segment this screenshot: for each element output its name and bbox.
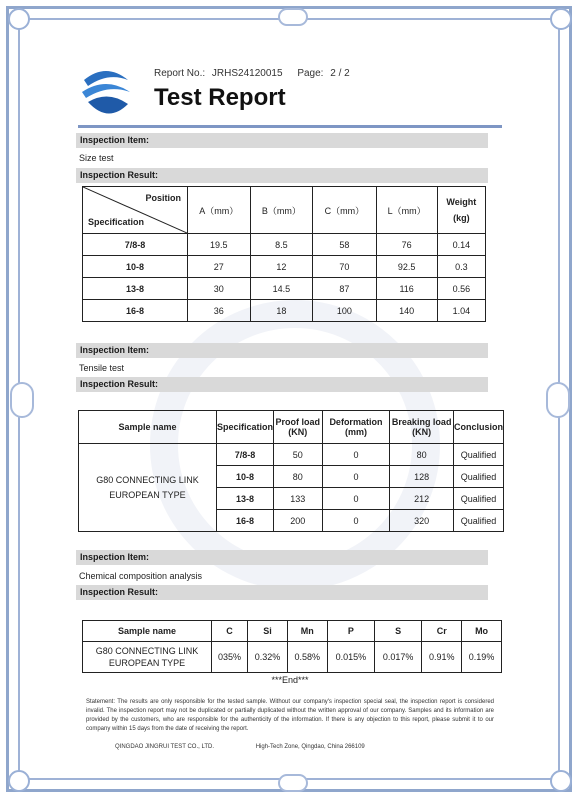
table-row (83, 642, 502, 673)
page-number: 2 / 2 (330, 68, 350, 79)
table-row (83, 278, 486, 300)
row-spec: 16-8 (216, 510, 273, 532)
section-inspection-result: Inspection Result: (76, 585, 488, 600)
row-spec: 13-8 (83, 278, 188, 300)
column-header: C（mm） (313, 187, 376, 234)
cell: 035% (212, 642, 248, 673)
cell: Qualified (453, 444, 503, 466)
row-spec: 13-8 (216, 488, 273, 510)
column-header: Breaking load (KN) (390, 411, 454, 444)
corner-ornament (8, 770, 30, 792)
table-row (83, 256, 486, 278)
cell: 12 (250, 256, 313, 278)
cell: 0.015% (327, 642, 374, 673)
column-header: Deformation (mm) (322, 411, 390, 444)
corner-position-label: Position (145, 193, 181, 203)
cell: 0 (322, 466, 390, 488)
cell: 0.017% (375, 642, 422, 673)
row-spec: 10-8 (216, 466, 273, 488)
column-header: C (212, 621, 248, 642)
cell: 87 (313, 278, 376, 300)
statement-text: Statement: The results are only responsible for the tested sample. Without our company's inspection special seal, the inspection report is considered invalid. The inspection report may not be duplicated or partially duplicated without the written approval of our company. Samples and its information are provided by the customers, who are responsible for the authenticity of the information. If there is any objection to this report, please submit it to our company within 15 days from the date of receiving the report. (86, 699, 494, 732)
cell: 50 (273, 444, 322, 466)
sample-name-cell: G80 CONNECTING LINK EUROPEAN TYPE (79, 444, 217, 532)
cell: 0.58% (287, 642, 327, 673)
report-no-label: Report No.: (154, 68, 206, 79)
column-header: P (327, 621, 374, 642)
column-header: Sample name (83, 621, 212, 642)
column-header: S (375, 621, 422, 642)
column-header: Conclusion (453, 411, 503, 444)
footer-company: QINGDAO JINGRUI TEST CO., LTD. (115, 744, 215, 750)
column-header-weight (437, 187, 485, 234)
weight-header-line2: (kg) (453, 213, 470, 223)
row-spec: 7/8-8 (83, 234, 188, 256)
report-no: JRHS24120015 (211, 68, 283, 79)
cell: 212 (390, 488, 454, 510)
column-header: Sample name (79, 411, 217, 444)
side-ornament (278, 774, 308, 792)
cell: 200 (273, 510, 322, 532)
chemical-composition-table (82, 620, 502, 673)
cell: 58 (313, 234, 376, 256)
cell: Qualified (453, 488, 503, 510)
section-inspection-result: Inspection Result: (76, 377, 488, 392)
column-header: Mo (462, 621, 502, 642)
cell: 80 (273, 466, 322, 488)
column-header: Si (248, 621, 288, 642)
table-corner-header (83, 187, 188, 234)
column-header: Proof load (KN) (273, 411, 322, 444)
cell: 140 (376, 300, 437, 322)
column-header: Cr (422, 621, 462, 642)
row-spec: 16-8 (83, 300, 188, 322)
cell: 0.3 (437, 256, 485, 278)
cell: 133 (273, 488, 322, 510)
cell: 0.91% (422, 642, 462, 673)
row-spec: 10-8 (83, 256, 188, 278)
weight-header-line1: Weight (446, 197, 477, 207)
page-title: Test Report (154, 84, 286, 111)
cell: 0 (322, 510, 390, 532)
cell: 100 (313, 300, 376, 322)
header-divider (78, 125, 502, 128)
corner-ornament (550, 8, 572, 30)
section-inspection-item: Inspection Item: (76, 133, 488, 148)
footer (115, 744, 405, 750)
table-row (79, 444, 504, 466)
cell: 320 (390, 510, 454, 532)
cell: 128 (390, 466, 454, 488)
column-header: B（mm） (250, 187, 313, 234)
cell: Qualified (453, 466, 503, 488)
cell: 0 (322, 488, 390, 510)
cell: 92.5 (376, 256, 437, 278)
end-mark: ***End*** (271, 675, 309, 685)
size-test-table (82, 186, 486, 322)
cell: 36 (188, 300, 251, 322)
column-header: Mn (287, 621, 327, 642)
cell: 18 (250, 300, 313, 322)
corner-spec-label: Specification (88, 217, 145, 227)
cell: 80 (390, 444, 454, 466)
cell: 0.56 (437, 278, 485, 300)
column-header: A（mm） (188, 187, 251, 234)
cell: 30 (188, 278, 251, 300)
report-number-line (154, 68, 354, 79)
side-ornament (546, 382, 570, 418)
sample-name-cell: G80 CONNECTING LINK EUROPEAN TYPE (83, 642, 212, 673)
footer-address: High-Tech Zone, Qingdao, China 266109 (255, 744, 365, 750)
section-inspection-result: Inspection Result: (76, 168, 488, 183)
cell: 0.19% (462, 642, 502, 673)
side-ornament (10, 382, 34, 418)
page-label: Page: (297, 68, 324, 79)
inspection-item-value: Chemical composition analysis (79, 571, 203, 581)
cell: 19.5 (188, 234, 251, 256)
cell: 0.32% (248, 642, 288, 673)
tensile-test-table (78, 410, 504, 532)
section-inspection-item: Inspection Item: (76, 343, 488, 358)
section-inspection-item: Inspection Item: (76, 550, 488, 565)
cell: 14.5 (250, 278, 313, 300)
cell: 8.5 (250, 234, 313, 256)
corner-ornament (550, 770, 572, 792)
side-ornament (278, 8, 308, 26)
inspection-item-value: Tensile test (79, 363, 125, 373)
cell: Qualified (453, 510, 503, 532)
cell: 1.04 (437, 300, 485, 322)
company-logo (78, 64, 134, 118)
corner-ornament (8, 8, 30, 30)
column-header: Specification (216, 411, 273, 444)
cell: 0 (322, 444, 390, 466)
inspection-item-value: Size test (79, 153, 114, 163)
report-header (78, 62, 508, 122)
cell: 0.14 (437, 234, 485, 256)
row-spec: 7/8-8 (216, 444, 273, 466)
table-row (83, 234, 486, 256)
cell: 70 (313, 256, 376, 278)
column-header: L（mm） (376, 187, 437, 234)
table-row (83, 300, 486, 322)
cell: 27 (188, 256, 251, 278)
cell: 76 (376, 234, 437, 256)
cell: 116 (376, 278, 437, 300)
